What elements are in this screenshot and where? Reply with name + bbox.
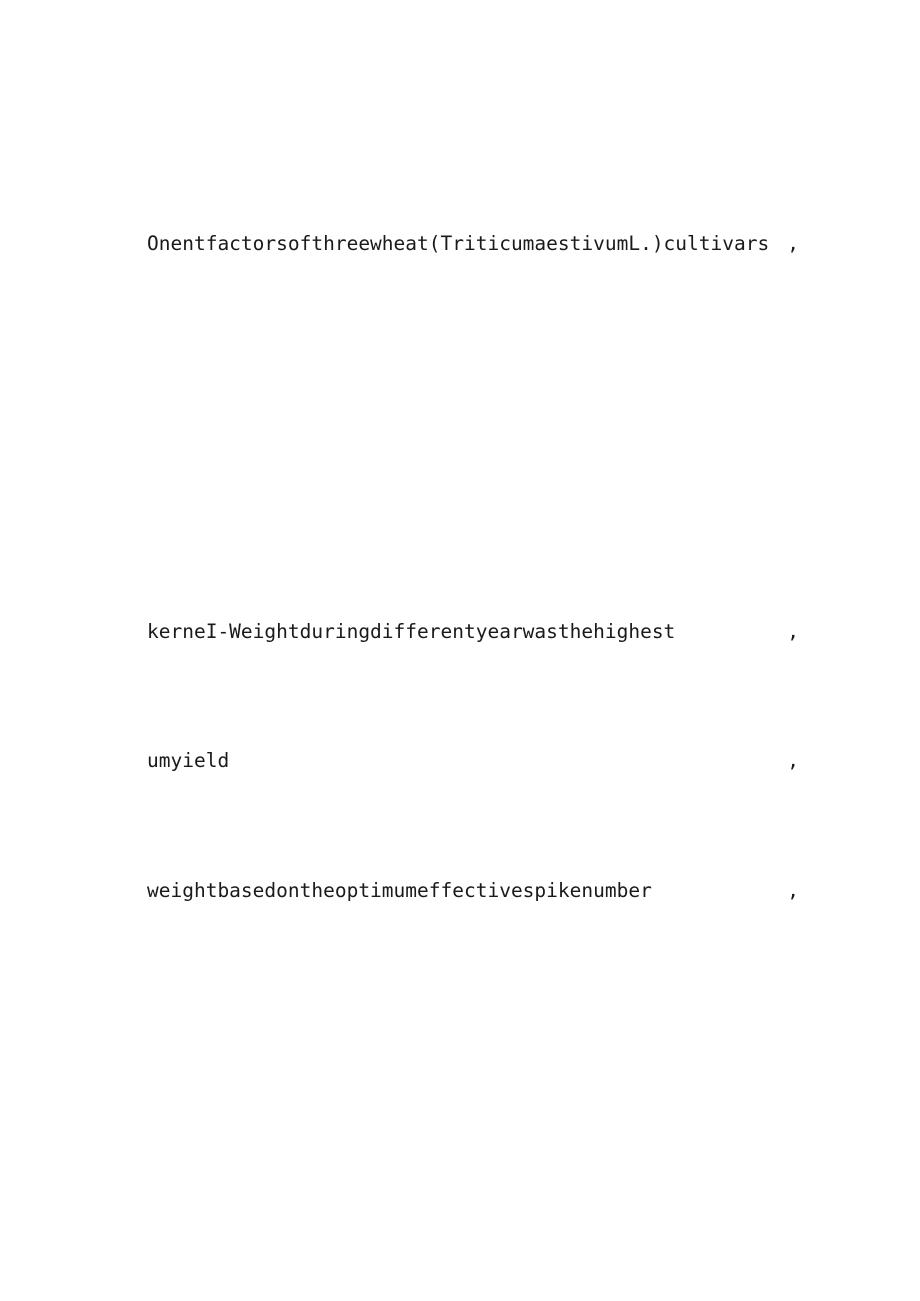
abstract-line-4	[147, 315, 799, 345]
abstract-line-3	[147, 272, 799, 302]
abstract-line-14: umyield ,	[147, 749, 799, 772]
abstract-line-11: kerneI-Weightduringdifferentyearwasthehighest ,	[147, 620, 799, 643]
abstract-line-12	[147, 660, 799, 690]
abstract-line-15	[147, 789, 799, 819]
abstract-line-10	[147, 574, 799, 604]
body-first-line	[204, 1049, 764, 1079]
abstract-line-16	[147, 832, 799, 862]
abstract-line-13	[147, 703, 799, 733]
abstract-line-7	[147, 444, 799, 474]
abstract-line-17: weightbasedontheoptimumeffectivespikenumber ,	[147, 879, 799, 902]
abstract-line-6	[147, 401, 799, 431]
abstract-line-5	[147, 358, 799, 388]
abstract-line-2: Onentfactorsofthreewheat(TriticumaestivumL.)cultivars ,	[147, 232, 799, 255]
keywords-rest-line	[147, 1006, 799, 1036]
keywords-line	[147, 962, 799, 992]
abstract-line-9	[147, 531, 799, 561]
abstract-line-1	[147, 166, 799, 196]
abstract-line-18	[147, 919, 799, 949]
abstract-line-8	[147, 487, 799, 517]
